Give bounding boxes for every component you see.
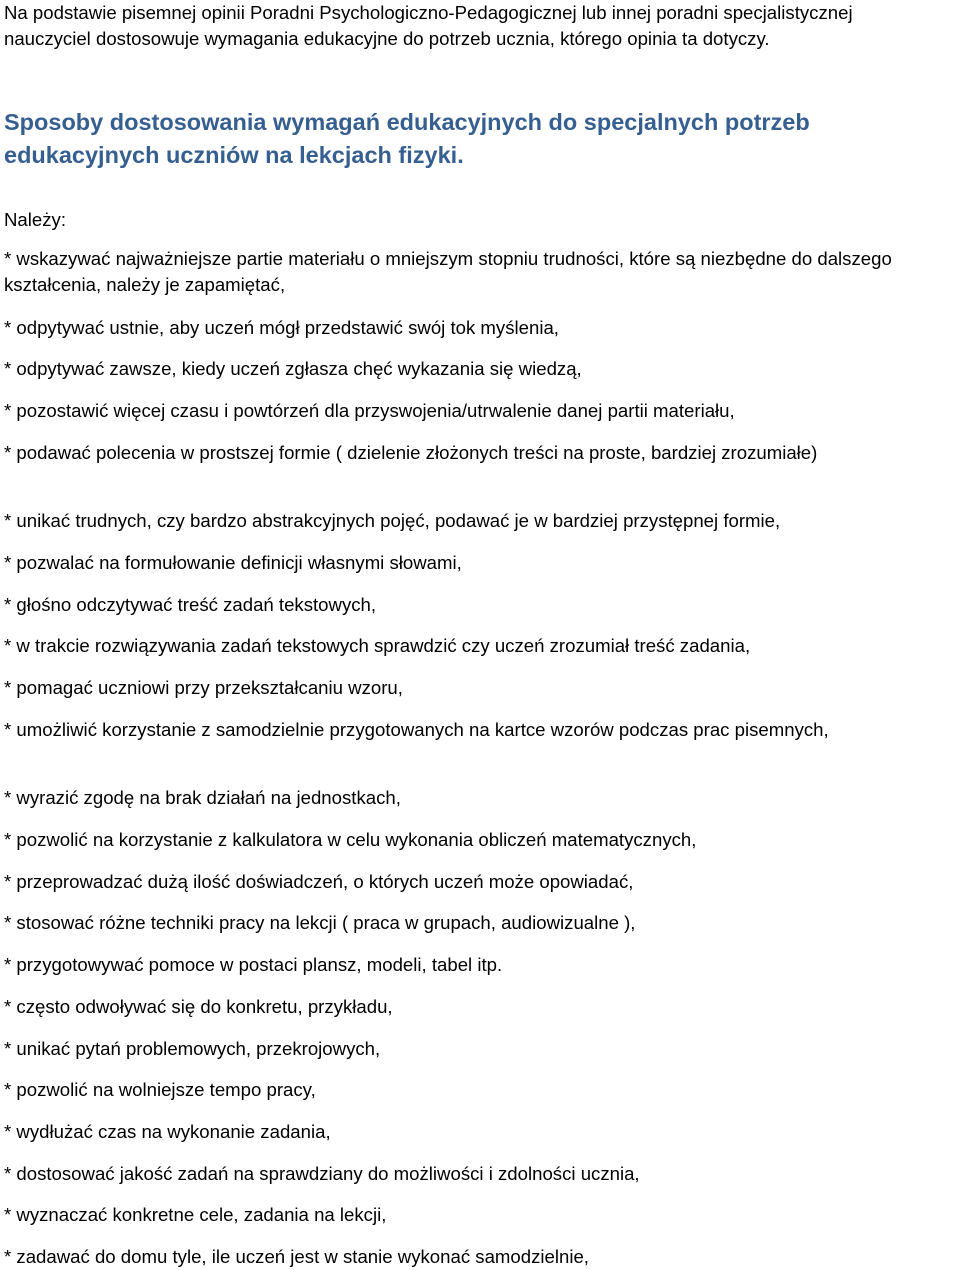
lead-text: Należy: [4, 209, 67, 230]
section-heading: Sposoby dostosowania wymagań edukacyjnych do specjalnych potrzeb edukacyjnych uczniów na lekcjach fizyki. [4, 109, 810, 168]
list-item: * pomagać uczniowi przy przekształcaniu wzoru, [4, 677, 403, 698]
list-item: * często odwoływać się do konkretu, przykładu, [4, 996, 393, 1017]
list-item: * unikać trudnych, czy bardzo abstrakcyjnych pojęć, podawać je w bardziej przystępnej formie, [4, 510, 781, 531]
list-item: * pozostawić więcej czasu i powtórzeń dla przyswojenia/utrwalenie danej partii materiału, [4, 400, 735, 421]
intro-paragraph: Na podstawie pisemnej opinii Poradni Psychologiczno-Pedagogicznej lub innej poradni specjalistycznej nauczyciel dostosowuje wymagania edukacyjne do potrzeb ucznia, którego opinia ta dotyczy. [4, 2, 853, 49]
list-item: * wyznaczać konkretne cele, zadania na lekcji, [4, 1204, 387, 1225]
list-item: * w trakcie rozwiązywania zadań tekstowych sprawdzić czy uczeń zrozumiał treść zadania, [4, 635, 751, 656]
list-item: * podawać polecenia w prostszej formie ( dzielenie złożonych treści na proste, bardziej zrozumiałe) [4, 442, 818, 463]
list-item: * głośno odczytywać treść zadań tekstowych, [4, 594, 377, 615]
list-item: * wydłużać czas na wykonanie zadania, [4, 1121, 331, 1142]
list-item: * odpytywać zawsze, kiedy uczeń zgłasza chęć wykazania się wiedzą, [4, 358, 582, 379]
list-item: * przeprowadzać dużą ilość doświadczeń, o których uczeń może opowiadać, [4, 871, 634, 892]
list-item: * pozwalać na formułowanie definicji własnymi słowami, [4, 552, 462, 573]
document-page [4, 0, 958, 52]
list-item: * zadawać do domu tyle, ile uczeń jest w stanie wykonać samodzielnie, [4, 1246, 589, 1267]
list-item: * wskazywać najważniejsze partie materiału o mniejszym stopniu trudności, które są niezbędne do dalszego kształcenia, należy je zapamiętać, [4, 248, 892, 295]
list-item: * przygotowywać pomoce w postaci plansz, modeli, tabel itp. [4, 954, 503, 975]
list-item: * pozwolić na wolniejsze tempo pracy, [4, 1079, 316, 1100]
list-item: * umożliwić korzystanie z samodzielnie przygotowanych na kartce wzorów podczas prac pisemnych, [4, 719, 829, 740]
list-item: * pozwolić na korzystanie z kalkulatora w celu wykonania obliczeń matematycznych, [4, 829, 697, 850]
list-item: * stosować różne techniki pracy na lekcji ( praca w grupach, audiowizualne ), [4, 912, 636, 933]
list-item: * wyrazić zgodę na brak działań na jednostkach, [4, 787, 401, 808]
list-item: * unikać pytań problemowych, przekrojowych, [4, 1038, 381, 1059]
list-item: * dostosować jakość zadań na sprawdziany do możliwości i zdolności ucznia, [4, 1163, 640, 1184]
list-item: * odpytywać ustnie, aby uczeń mógł przedstawić swój tok myślenia, [4, 317, 559, 338]
